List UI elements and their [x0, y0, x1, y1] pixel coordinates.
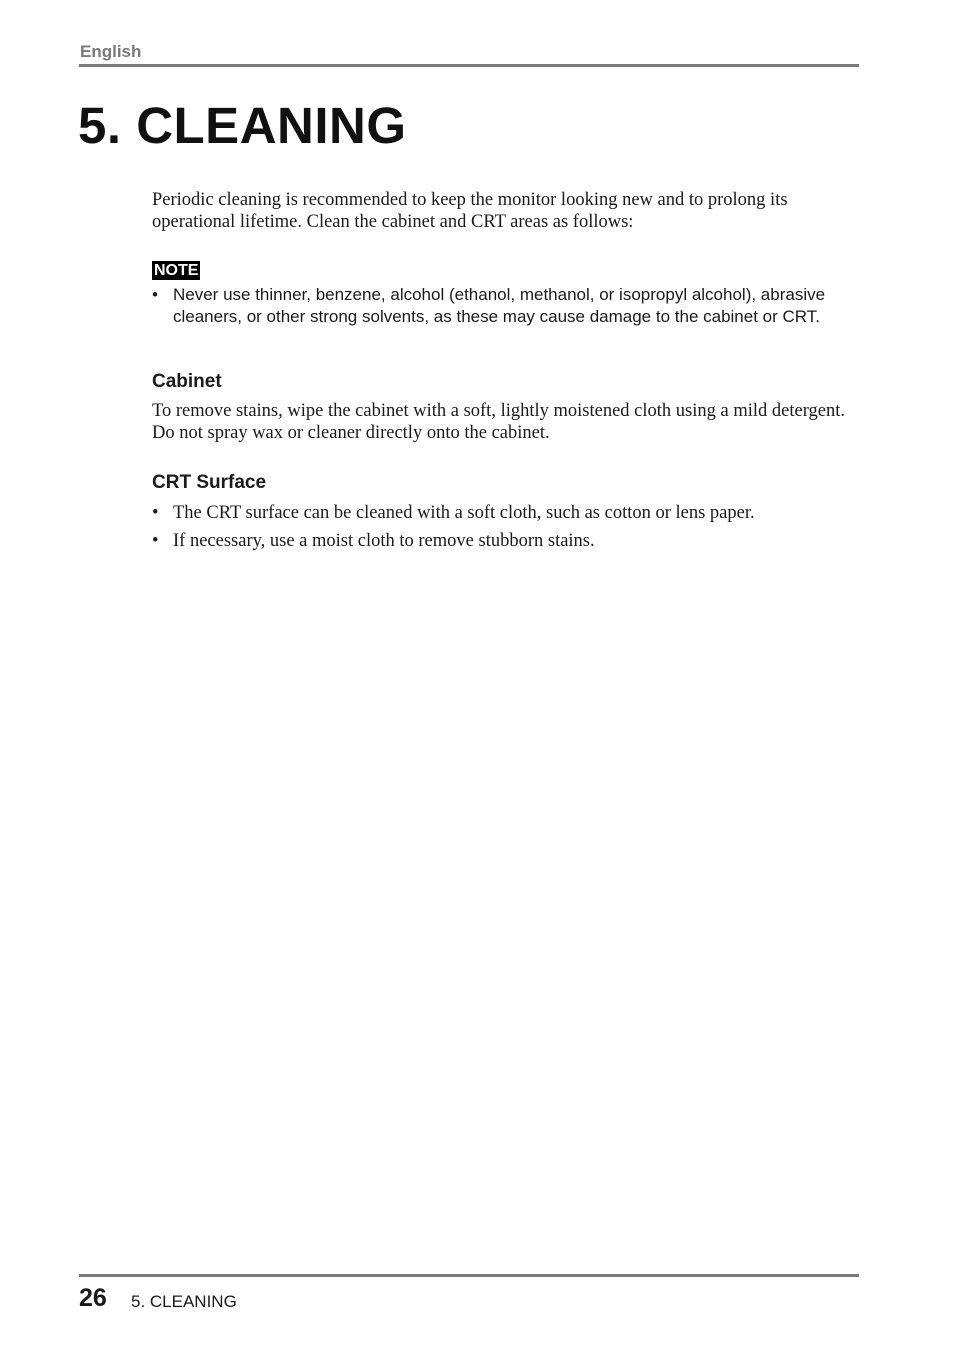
bullet-icon: • [152, 285, 158, 304]
bullet-icon: • [152, 531, 159, 551]
intro-paragraph: Periodic cleaning is recommended to keep the monitor looking new and to prolong its operational lifetime. Clean the cabinet and CRT areas as follows: [152, 190, 788, 232]
crt-item-text: If necessary, use a moist cloth to remove stubborn stains. [173, 531, 595, 551]
note-list [152, 284, 832, 327]
crt-surface-heading: CRT Surface [152, 472, 267, 493]
bullet-icon: • [152, 503, 159, 523]
footer-divider [79, 1274, 859, 1277]
footer-chapter-title: 5. CLEANING [131, 1292, 237, 1311]
page-number: 26 [79, 1284, 107, 1312]
header-language-label: English [80, 42, 142, 61]
crt-surface-list [152, 502, 852, 558]
note-list-item [152, 284, 832, 327]
note-label: NOTE [154, 262, 199, 279]
cabinet-heading: Cabinet [152, 371, 222, 392]
header-divider [79, 64, 859, 67]
chapter-title: 5. CLEANING [78, 97, 407, 154]
cabinet-paragraph: To remove stains, wipe the cabinet with a soft, lightly moistened cloth using a mild detergent. Do not spray wax or cleaner directly onto the cabinet. [152, 401, 846, 443]
crt-list-item [152, 530, 852, 552]
crt-item-text: The CRT surface can be cleaned with a soft cloth, such as cotton or lens paper. [173, 503, 755, 523]
note-item-text: Never use thinner, benzene, alcohol (ethanol, methanol, or isopropyl alcohol), abrasive cleaners, or other strong solvents, as these may cause damage to the cabinet or CRT. [173, 285, 826, 326]
crt-list-item [152, 502, 852, 524]
